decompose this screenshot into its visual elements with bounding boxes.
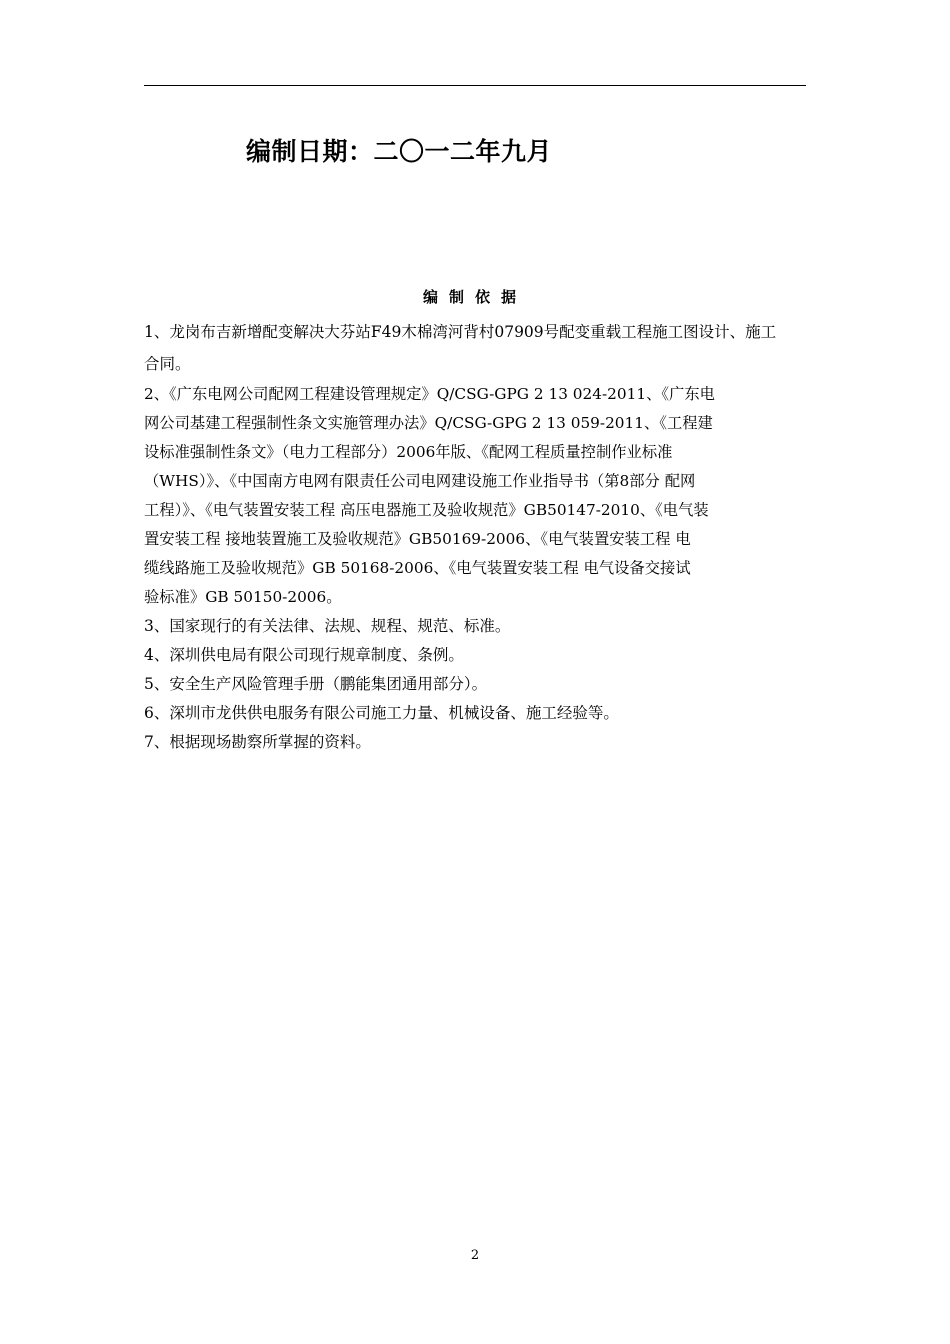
basis-item-4 [144, 641, 808, 670]
compile-date: 编制日期：二〇一二年九月 [246, 137, 553, 166]
basis-item-6-line-1: 6、深圳市龙供供电服务有限公司施工力量、机械设备、施工经验等。 [144, 704, 619, 722]
basis-item-3-line-1: 3、国家现行的有关法律、法规、规程、规范、标准。 [144, 617, 511, 635]
basis-item-2-line-3: 设标准强制性条文》（电力工程部分）2006年版、《配网工程质量控制作业标准 [144, 443, 673, 461]
basis-item-2-line-2: 网公司基建工程强制性条文实施管理办法》Q/CSG-GPG 2 13 059-2011、《工程建 [144, 414, 713, 432]
basis-item-1-line-1: 1、龙岗布吉新增配变解决大芬站F49木棉湾河背村07909号配变重载工程施工图设计、施工 [144, 323, 777, 341]
basis-item-6 [144, 699, 808, 728]
basis-item-7 [144, 728, 808, 757]
header-rule [144, 85, 806, 86]
basis-item-4-line-1: 4、深圳供电局有限公司现行规章制度、条例。 [144, 646, 464, 664]
basis-item-7-line-1: 7、根据现场勘察所掌握的资料。 [144, 733, 371, 751]
basis-item-2-line-4: （WHS）》、《中国南方电网有限责任公司电网建设施工作业指导书（第8部分 配网 [144, 472, 696, 490]
basis-item-5-line-1: 5、安全生产风险管理手册（鹏能集团通用部分）。 [144, 675, 488, 693]
basis-item-2-line-7: 缆线路施工及验收规范》GB 50168-2006、《电气装置安装工程 电气设备交接试 [144, 559, 691, 577]
section-title: 编制依据 [422, 288, 527, 306]
basis-item-2-line-1: 2、《广东电网公司配网工程建设管理规定》Q/CSG-GPG 2 13 024-2011、《广东电 [144, 385, 715, 403]
basis-item-2 [144, 380, 808, 612]
basis-item-1-line-2: 合同。 [144, 355, 191, 373]
basis-item-2-line-6: 置安装工程 接地装置施工及验收规范》GB50169-2006、《电气装置安装工程 电 [144, 530, 691, 548]
basis-item-2-line-5: 工程）》、《电气装置安装工程 高压电器施工及验收规范》GB50147-2010、《电气装 [144, 501, 709, 519]
basis-list [144, 316, 808, 757]
basis-item-5 [144, 670, 808, 699]
basis-item-2-line-8: 验标准》GB 50150-2006。 [144, 588, 342, 606]
page-number: 2 [470, 1248, 480, 1263]
basis-item-1 [144, 316, 808, 380]
basis-item-3 [144, 612, 808, 641]
